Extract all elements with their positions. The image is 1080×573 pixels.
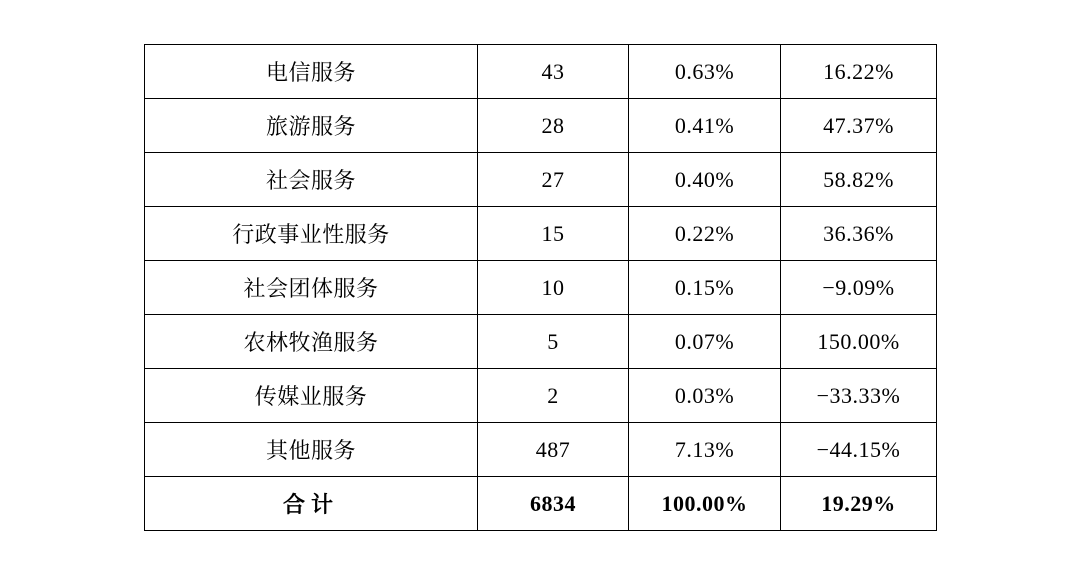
share-cell: 0.03% — [629, 369, 781, 423]
service-type-cell: 电信服务 — [145, 45, 478, 99]
table-row — [145, 153, 937, 207]
table-row — [145, 315, 937, 369]
table-row — [145, 369, 937, 423]
share-cell: 0.40% — [629, 153, 781, 207]
count-cell: 28 — [478, 99, 629, 153]
service-type-cell: 社会团体服务 — [145, 261, 478, 315]
total-share-cell: 100.00% — [629, 477, 781, 531]
share-cell: 0.07% — [629, 315, 781, 369]
statistics-table-container — [144, 44, 936, 531]
share-cell: 0.22% — [629, 207, 781, 261]
table-row — [145, 45, 937, 99]
yoy-cell: −33.33% — [781, 369, 937, 423]
count-cell: 5 — [478, 315, 629, 369]
count-cell: 10 — [478, 261, 629, 315]
total-count-cell: 6834 — [478, 477, 629, 531]
table-row — [145, 207, 937, 261]
share-cell: 0.41% — [629, 99, 781, 153]
total-label-cell: 合计 — [145, 477, 478, 531]
share-cell: 7.13% — [629, 423, 781, 477]
yoy-cell: −9.09% — [781, 261, 937, 315]
service-type-cell: 其他服务 — [145, 423, 478, 477]
table-total-row — [145, 477, 937, 531]
table-row — [145, 99, 937, 153]
table-row — [145, 261, 937, 315]
yoy-cell: 58.82% — [781, 153, 937, 207]
service-type-cell: 社会服务 — [145, 153, 478, 207]
count-cell: 487 — [478, 423, 629, 477]
service-type-cell: 行政事业性服务 — [145, 207, 478, 261]
yoy-cell: −44.15% — [781, 423, 937, 477]
count-cell: 43 — [478, 45, 629, 99]
count-cell: 2 — [478, 369, 629, 423]
yoy-cell: 16.22% — [781, 45, 937, 99]
share-cell: 0.15% — [629, 261, 781, 315]
table-row — [145, 423, 937, 477]
count-cell: 15 — [478, 207, 629, 261]
total-yoy-cell: 19.29% — [781, 477, 937, 531]
service-type-cell: 农林牧渔服务 — [145, 315, 478, 369]
share-cell: 0.63% — [629, 45, 781, 99]
count-cell: 27 — [478, 153, 629, 207]
yoy-cell: 47.37% — [781, 99, 937, 153]
yoy-cell: 150.00% — [781, 315, 937, 369]
service-type-cell: 旅游服务 — [145, 99, 478, 153]
service-type-cell: 传媒业服务 — [145, 369, 478, 423]
statistics-table — [144, 44, 937, 531]
yoy-cell: 36.36% — [781, 207, 937, 261]
